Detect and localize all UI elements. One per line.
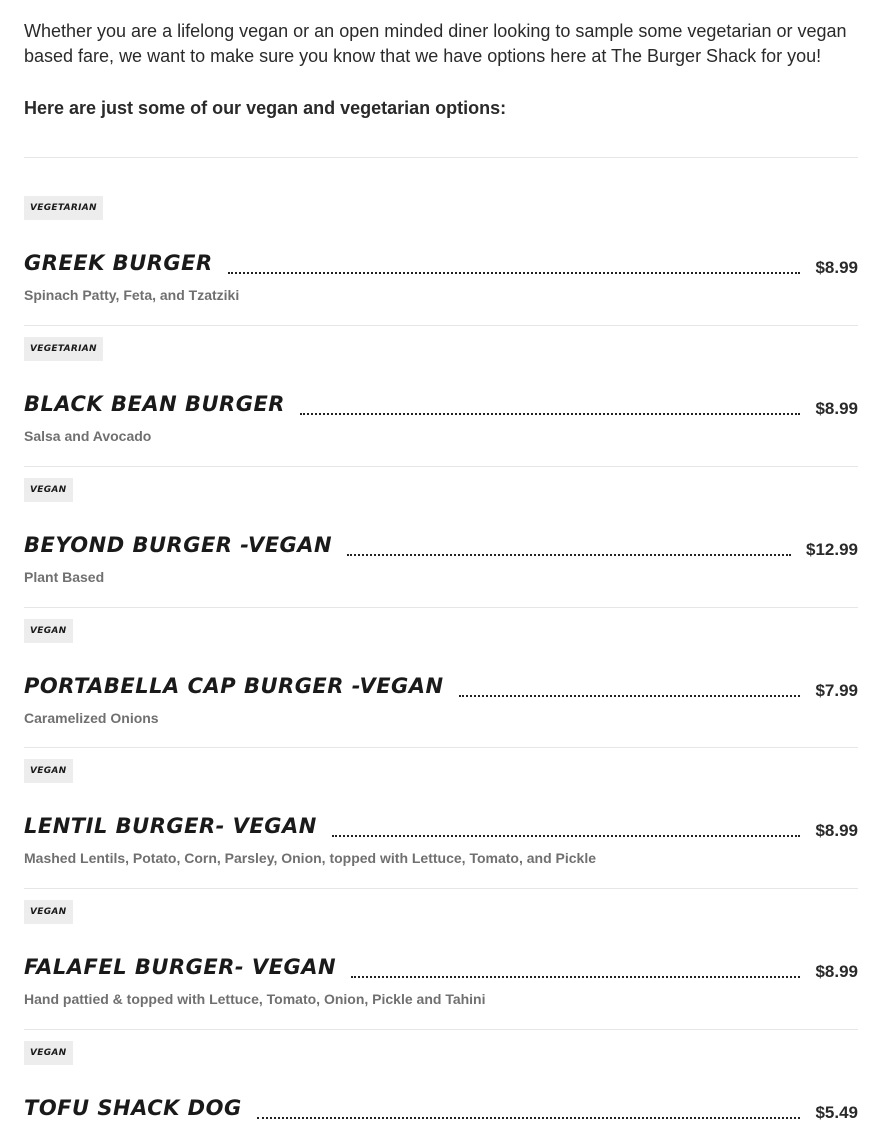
dotted-leader bbox=[300, 413, 800, 415]
item-description: Mashed Lentils, Potato, Corn, Parsley, Onion, topped with Lettuce, Tomato, and Pickle bbox=[24, 850, 596, 866]
dotted-leader bbox=[351, 976, 800, 978]
menu-item-falafel-burger bbox=[24, 900, 858, 1040]
menu-item-black-bean-burger bbox=[24, 337, 858, 477]
item-name: PORTABELLA CAP BURGER -VEGAN bbox=[24, 674, 444, 698]
item-divider bbox=[24, 466, 858, 467]
item-title-row bbox=[24, 526, 858, 560]
item-name: BLACK BEAN BURGER bbox=[24, 392, 285, 416]
dotted-leader bbox=[347, 554, 791, 556]
item-price: $8.99 bbox=[815, 821, 858, 840]
dotted-leader bbox=[257, 1117, 801, 1119]
dietary-tag: VEGAN bbox=[24, 1041, 73, 1065]
menu-item-portabella-cap-burger bbox=[24, 619, 858, 759]
item-description: Caramelized Onions bbox=[24, 710, 159, 726]
item-divider bbox=[24, 1029, 858, 1030]
menu-item-greek-burger bbox=[24, 196, 858, 336]
dietary-tag: VEGAN bbox=[24, 759, 73, 783]
item-name: LENTIL BURGER- VEGAN bbox=[24, 814, 317, 838]
dietary-tag: VEGAN bbox=[24, 900, 73, 924]
dietary-tag: VEGAN bbox=[24, 619, 73, 643]
item-price: $8.99 bbox=[815, 962, 858, 981]
item-divider bbox=[24, 325, 858, 326]
intro-paragraph: Whether you are a lifelong vegan or an open minded diner looking to sample some vegetarian or vegan based fare, we want to make sure you know that we have options here at The Burger Shack for you! bbox=[24, 21, 847, 66]
item-name: FALAFEL BURGER- VEGAN bbox=[24, 955, 337, 979]
dotted-leader bbox=[332, 835, 801, 837]
item-description: Hand pattied & topped with Lettuce, Tomato, Onion, Pickle and Tahini bbox=[24, 991, 486, 1007]
menu-item-tofu-shack-dog bbox=[24, 1041, 858, 1122]
item-price: $5.49 bbox=[815, 1103, 858, 1122]
section-divider bbox=[24, 157, 858, 158]
item-title-row bbox=[24, 667, 858, 701]
menu-item-beyond-burger bbox=[24, 478, 858, 618]
dietary-tag: VEGETARIAN bbox=[24, 196, 103, 220]
item-title-row bbox=[24, 948, 858, 982]
item-title-row bbox=[24, 1089, 858, 1123]
dotted-leader bbox=[228, 272, 801, 274]
item-name: BEYOND BURGER -VEGAN bbox=[24, 533, 333, 557]
menu-item-lentil-burger bbox=[24, 759, 858, 899]
item-description: Salsa and Avocado bbox=[24, 428, 152, 444]
item-title-row bbox=[24, 807, 858, 841]
dietary-tag: VEGETARIAN bbox=[24, 337, 103, 361]
item-divider bbox=[24, 607, 858, 608]
item-description: Plant Based bbox=[24, 569, 105, 585]
item-name: GREEK BURGER bbox=[24, 251, 213, 275]
item-divider bbox=[24, 747, 858, 748]
item-divider bbox=[24, 888, 858, 889]
options-heading: Here are just some of our vegan and vegetarian options: bbox=[24, 98, 507, 118]
item-title-row bbox=[24, 244, 858, 278]
item-description: Spinach Patty, Feta, and Tzatziki bbox=[24, 287, 240, 303]
item-name: TOFU SHACK DOG bbox=[24, 1096, 242, 1120]
item-price: $12.99 bbox=[806, 540, 858, 559]
menu-page bbox=[24, 0, 858, 1122]
item-title-row bbox=[24, 385, 858, 419]
item-price: $8.99 bbox=[815, 399, 858, 418]
item-price: $8.99 bbox=[815, 258, 858, 277]
dotted-leader bbox=[459, 695, 801, 697]
dietary-tag: VEGAN bbox=[24, 478, 73, 502]
item-price: $7.99 bbox=[815, 681, 858, 700]
